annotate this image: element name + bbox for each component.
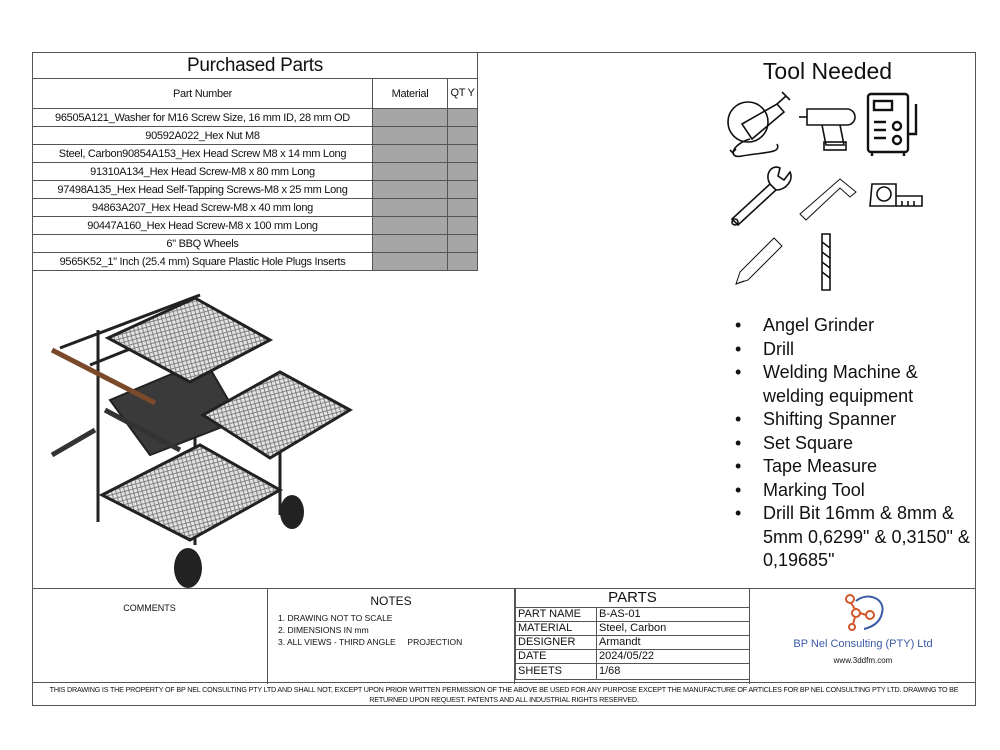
part-number-cell: 6" BBQ Wheels bbox=[33, 235, 373, 253]
welding-machine-icon bbox=[868, 94, 916, 156]
tool-item: • Marking Tool bbox=[735, 479, 975, 503]
parts-title: PARTS bbox=[516, 589, 750, 607]
parts-info-label: DESIGNER bbox=[516, 635, 597, 649]
material-cell bbox=[373, 145, 448, 163]
table-row bbox=[33, 199, 478, 217]
part-number-cell: 94863A207_Hex Head Screw-M8 x 40 mm long bbox=[33, 199, 373, 217]
material-cell bbox=[373, 163, 448, 181]
qty-cell bbox=[448, 127, 478, 145]
tape-measure-icon bbox=[870, 184, 922, 206]
table-row bbox=[33, 235, 478, 253]
parts-info-value: Armandt bbox=[597, 635, 750, 649]
qty-cell bbox=[448, 181, 478, 199]
table-row bbox=[33, 181, 478, 199]
parts-info-row bbox=[516, 663, 750, 679]
company-name: BP Nel Consulting (PTY) Ltd bbox=[793, 638, 933, 650]
parts-info-label: SHEETS bbox=[516, 663, 597, 679]
part-number-cell: 91310A134_Hex Head Screw-M8 x 80 mm Long bbox=[33, 163, 373, 181]
note-item: 1. DRAWING NOT TO SCALE bbox=[278, 613, 393, 623]
pencil-icon bbox=[736, 238, 782, 284]
title-block bbox=[32, 588, 976, 683]
tool-item: • Drill Bit 16mm & 8mm & 5mm 0,6299" & 0,3150" & 0,19685" bbox=[735, 502, 975, 573]
purchased-parts-table bbox=[32, 52, 478, 271]
drill-bit-icon bbox=[822, 234, 830, 290]
parts-info-value: 2024/05/22 bbox=[597, 649, 750, 663]
tool-item: • Tape Measure bbox=[735, 455, 975, 479]
angle-grinder-icon bbox=[728, 92, 790, 156]
tools-title: Tool Needed bbox=[762, 58, 893, 84]
qty-cell bbox=[448, 145, 478, 163]
adjustable-spanner-icon bbox=[732, 167, 791, 225]
cordless-drill-icon bbox=[799, 109, 855, 150]
qty-cell bbox=[448, 235, 478, 253]
part-number-cell: 90592A022_Hex Nut M8 bbox=[33, 127, 373, 145]
notes-title: NOTES bbox=[370, 594, 412, 608]
company-logo bbox=[838, 593, 888, 633]
parts-info-row bbox=[516, 607, 750, 621]
material-cell bbox=[373, 253, 448, 271]
part-number-cell: 96505A121_Washer for M16 Screw Size, 16 mm ID, 28 mm OD bbox=[33, 109, 373, 127]
parts-info-row bbox=[516, 635, 750, 649]
header-qty: QT Y bbox=[448, 79, 478, 109]
tool-item: • Welding Machine & welding equipment bbox=[735, 361, 975, 408]
parts-info-value: B-AS-01 bbox=[597, 607, 750, 621]
parts-info-label: DATE bbox=[516, 649, 597, 663]
table-row bbox=[33, 253, 478, 271]
qty-cell bbox=[448, 109, 478, 127]
part-number-cell: 90447A160_Hex Head Screw-M8 x 100 mm Long bbox=[33, 217, 373, 235]
table-row bbox=[33, 145, 478, 163]
header-material: Material bbox=[373, 79, 448, 109]
table-row bbox=[33, 127, 478, 145]
qty-cell bbox=[448, 163, 478, 181]
copyright-footer: THIS DRAWING IS THE PROPERTY OF BP NEL CONSULTING PTY LTD AND SHALL NOT, EXCEPT UPON PRIOR WRITTEN PERMISSION OF THE ABOVE BE USED FOR ANY PURPOSE EXCEPT THE MANUFACTURE OF ARTICLES FOR BP NEL CONSULTING PTY LTD. DRAWING TO BE RETURNED UPON REQUEST. PATENTS AND ALL INDUSTRIAL RIGHTS RESERVED. bbox=[32, 682, 976, 706]
part-number-cell: Steel, Carbon90854A153_Hex Head Screw M8 x 14 mm Long bbox=[33, 145, 373, 163]
parts-info-row bbox=[516, 649, 750, 663]
tool-item: • Drill bbox=[735, 338, 975, 362]
qty-cell bbox=[448, 253, 478, 271]
tool-icons bbox=[722, 84, 942, 294]
tool-item: • Angel Grinder bbox=[735, 314, 975, 338]
table-row bbox=[33, 163, 478, 181]
comments-label: COMMENTS bbox=[123, 603, 176, 613]
table-row bbox=[33, 217, 478, 235]
material-cell bbox=[373, 235, 448, 253]
tools-list bbox=[735, 314, 975, 573]
qty-cell bbox=[448, 199, 478, 217]
tool-item: • Shifting Spanner bbox=[735, 408, 975, 432]
note-item: 3. ALL VIEWS - THIRD ANGLE PROJECTION bbox=[278, 637, 463, 647]
parts-info-row bbox=[516, 621, 750, 635]
material-cell bbox=[373, 127, 448, 145]
set-square-icon bbox=[800, 179, 856, 220]
material-cell bbox=[373, 217, 448, 235]
material-cell bbox=[373, 199, 448, 217]
comments-cell bbox=[32, 589, 268, 684]
parts-info-value: 1/68 bbox=[597, 663, 750, 679]
company-website[interactable]: www.3ddfm.com bbox=[833, 656, 893, 665]
material-cell bbox=[373, 109, 448, 127]
parts-info-label: MATERIAL bbox=[516, 621, 597, 635]
material-cell bbox=[373, 181, 448, 199]
part-number-cell: 9565K52_1" Inch (25.4 mm) Square Plastic Hole Plugs Inserts bbox=[33, 253, 373, 271]
qty-cell bbox=[448, 217, 478, 235]
header-part-number: Part Number bbox=[33, 79, 373, 109]
table-row bbox=[33, 109, 478, 127]
parts-info-value: Steel, Carbon bbox=[597, 621, 750, 635]
bbq-cart-isometric-view bbox=[40, 290, 370, 590]
tool-item: • Set Square bbox=[735, 432, 975, 456]
notes-cell bbox=[268, 589, 515, 684]
note-item: 2. DIMENSIONS IN mm bbox=[278, 625, 369, 635]
table-title: Purchased Parts bbox=[33, 53, 478, 79]
part-number-cell: 97498A135_Hex Head Self-Tapping Screws-M8 x 25 mm Long bbox=[33, 181, 373, 199]
parts-info-cell bbox=[515, 589, 750, 684]
company-cell bbox=[750, 589, 976, 684]
parts-info-label: PART NAME bbox=[516, 607, 597, 621]
